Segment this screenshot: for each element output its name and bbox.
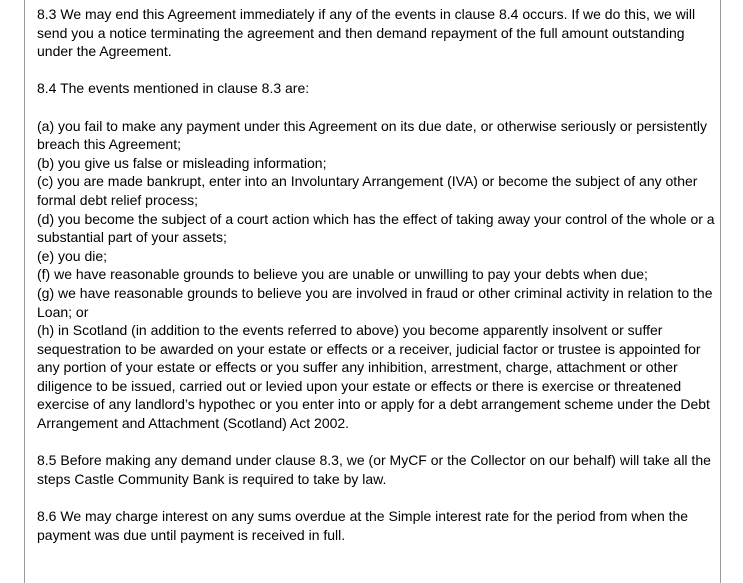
agreement-text <box>37 5 721 563</box>
clause-8-4-intro: 8.4 The events mentioned in clause 8.3 are: <box>37 80 310 97</box>
clause-8-6: 8.6 We may charge interest on any sums overdue at the Simple interest rate for the period from when the payment was due until payment is received in full. <box>37 508 689 543</box>
event-e: (e) you die; <box>37 247 108 264</box>
event-g: (g) we have reasonable grounds to believe you are involved in fraud or other criminal activity in relation to the Loan; or <box>37 284 713 320</box>
clause-8-3: 8.3 We may end this Agreement immediately if any of the events in clause 8.4 occurs. If we do this, we will send you a notice terminating the agreement and then demand repayment of the full amount outstanding under the Agreement. <box>37 6 696 60</box>
event-b: (b) you give us false or misleading information; <box>37 154 327 171</box>
clause-8-5: 8.5 Before making any demand under clause 8.3, we (or MyCF or the Collector on our behalf) will take all the steps Castle Community Bank is required to take by law. <box>37 452 711 487</box>
event-c: (c) you are made bankrupt, enter into an Involuntary Arrangement (IVA) or become the subject of any other formal debt relief process; <box>37 173 698 208</box>
event-f: (f) we have reasonable grounds to believe you are unable or unwilling to pay your debts when due; <box>37 266 648 283</box>
event-d: (d) you become the subject of a court action which has the effect of taking away your control of the whole or a substantial part of your assets; <box>37 210 715 246</box>
event-a: (a) you fail to make any payment under this Agreement on its due date, or otherwise seriously or persistently breach this Agreement; <box>37 117 708 153</box>
clause-8-4-events <box>37 117 721 433</box>
event-h: (h) in Scotland (in addition to the events referred to above) you become apparently insolvent or suffer sequestration to be awarded on your estate or effects or a receiver, judicial factor or trustee is appointed for any portion of your estate or effects or you suffer any inhibition, arrestment, charge, attachment or other diligence to be issued, carried out or levied upon your estate or effects or there is exercise or threatened exercise of any landlord’s hypothec or you enter into or apply for a debt arrangement scheme under the Debt Arrangement and Attachment (Scotland) Act 2002. <box>37 322 710 432</box>
